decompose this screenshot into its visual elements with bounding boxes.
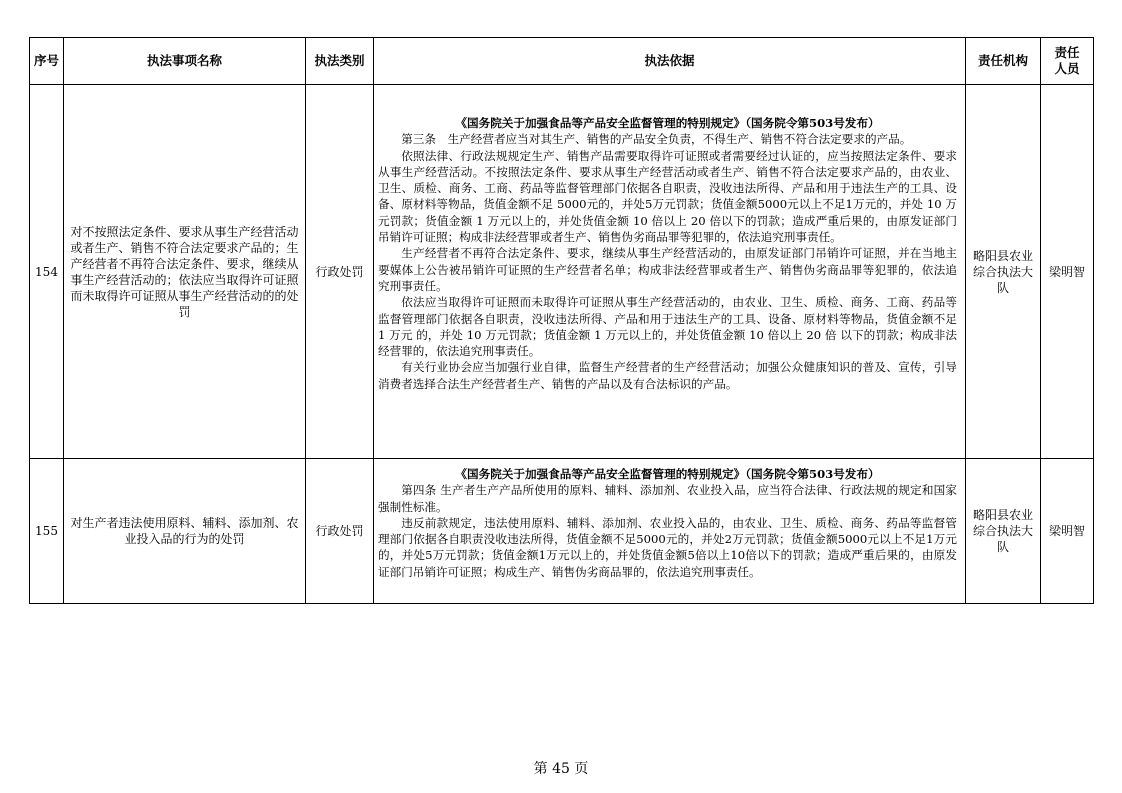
header-name: 执法事项名称 xyxy=(64,38,306,85)
enforcement-table xyxy=(29,37,1094,604)
row-seq: 154 xyxy=(30,85,64,459)
basis-title: 《国务院关于加强食品等产品安全监督管理的特别规定》（国务院令第503号发布） xyxy=(455,467,880,481)
row-org: 略阳县农业综合执法大队 xyxy=(966,459,1041,604)
table-row xyxy=(30,85,1094,459)
header-basis: 执法依据 xyxy=(374,38,966,85)
page-number: 第 45 页 xyxy=(533,761,589,777)
header-category: 执法类别 xyxy=(306,38,374,85)
header-org: 责任机构 xyxy=(966,38,1041,85)
basis-title: 《国务院关于加强食品等产品安全监督管理的特别规定》（国务院令第503号发布） xyxy=(455,116,880,130)
row-name: 对生产者违法使用原料、辅料、添加剂、农业投入品的行为的处罚 xyxy=(64,459,306,604)
basis-paragraph: 依照法律、行政法规规定生产、销售产品需要取得许可证照或者需要经过认证的，应当按照法定条件、要求从事生产经营活动。不按照法定条件、要求从事生产经营活动或者生产、销售不符合法定要求产品的，由农业、卫生、质检、商务、工商、药品等监督管理部门依据各自职责，没收违法所得、产品和用于违法生产的工具、设备、原材料等物品，货值金额不足 5000元的，并处5万元罚款；货值金额5000元以上不足1万元的，并处 10 万元罚款；货值金额 1 万元以上的，并处货值金额 10 倍以上 20 倍以下的罚款；造成严重后果的，由原发证部门吊销许可证照；构成非法经营罪或者生产、销售伪劣商品罪等犯罪的，依法追究刑事责任。 xyxy=(378,148,957,245)
basis-paragraph: 第四条 生产者生产产品所使用的原料、辅料、添加剂、农业投入品，应当符合法律、行政法规的规定和国家强制性标准。 xyxy=(378,483,957,514)
table-header-row xyxy=(30,38,1094,85)
basis-paragraph: 生产经营者不再符合法定条件、要求，继续从事生产经营活动的，由原发证部门吊销许可证照，并在当地主要媒体上公告被吊销许可证照的生产经营者名单；构成非法经营罪或者生产、销售伪劣商品罪等犯罪的，依法追究刑事责任。 xyxy=(378,246,957,293)
basis-paragraph: 依法应当取得许可证照而未取得许可证照从事生产经营活动的，由农业、卫生、质检、商务、工商、药品等监督管理部门依据各自职责，没收违法所得、产品和用于违法生产的工具、设备、原材料等物品，货值金额不足 1 万元 的，并处 10 万元罚款；货值金额 1 万元以上的，并处货值金额 10 倍以上 20 倍 以下的罚款；构成非法经营罪的，依法追究刑事责任。 xyxy=(378,295,957,359)
header-person-text: 责任人员 xyxy=(1054,45,1080,76)
row-name: 对不按照法定条件、要求从事生产经营活动或者生产、销售不符合法定要求产品的；生产经营者不再符合法定条件、要求，继续从事生产经营活动的；依法应当取得许可证照而未取得许可证照从事生产经营活动的的处罚 xyxy=(64,85,306,459)
row-category: 行政处罚 xyxy=(306,459,374,604)
row-category: 行政处罚 xyxy=(306,85,374,459)
row-basis xyxy=(374,459,966,604)
row-basis xyxy=(374,85,966,459)
basis-paragraph: 违反前款规定，违法使用原料、辅料、添加剂、农业投入品的，由农业、卫生、质检、商务、药品等监督管理部门依据各自职责没收违法所得，货值金额不足5000元的，并处2万元罚款；货值金额5000元以上不足1万元的，并处5万元罚款；货值金额1万元以上的，并处货值金额5倍以上10倍以下的罚款；造成严重后果的，由原发证部门吊销许可证照；构成生产、销售伪劣商品罪的，依法追究刑事责任。 xyxy=(378,515,957,579)
header-seq: 序号 xyxy=(30,38,64,85)
basis-paragraph: 有关行业协会应当加强行业自律，监督生产经营者的生产经营活动；加强公众健康知识的普及、宣传，引导消费者选择合法生产经营者生产、销售的产品以及有合法标识的产品。 xyxy=(378,360,957,391)
row-person: 梁明智 xyxy=(1041,85,1094,459)
table-row xyxy=(30,459,1094,604)
header-person xyxy=(1041,38,1094,85)
row-seq: 155 xyxy=(30,459,64,604)
basis-paragraph: 第三条 生产经营者应当对其生产、销售的产品安全负责，不得生产、销售不符合法定要求的产品。 xyxy=(401,132,912,147)
row-person: 梁明智 xyxy=(1041,459,1094,604)
row-org: 略阳县农业综合执法大队 xyxy=(966,85,1041,459)
